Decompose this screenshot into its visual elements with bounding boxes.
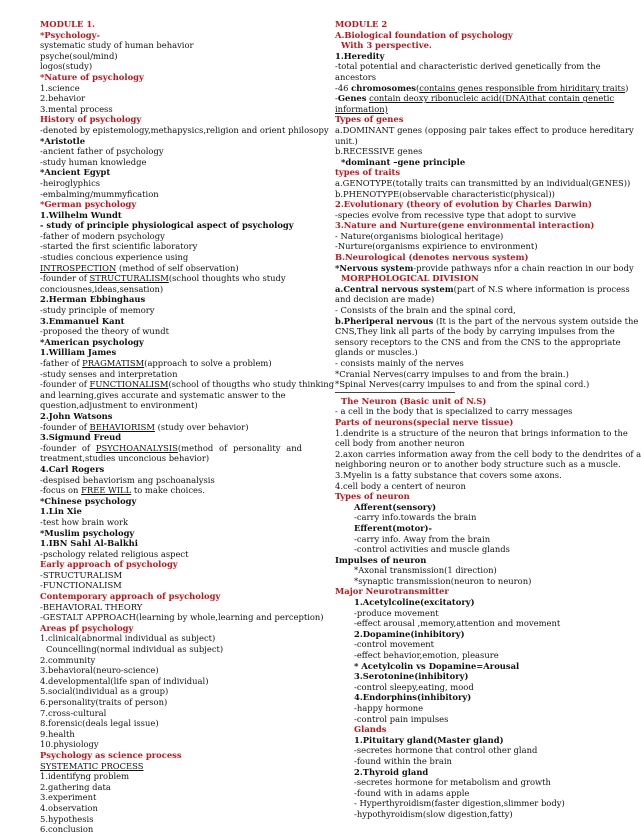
right-text-line: -found with in adams apple (354, 787, 470, 798)
left-text-line: 1.clinical(abnormal individual as subject) (40, 633, 216, 644)
right-text-line: - Consists of the brain and the spinal cord, (335, 305, 516, 316)
right-text-line: 3.Serotonine(inhibitory) (354, 671, 469, 682)
left-text-line: 1.science (40, 82, 80, 93)
right-text-line: a.Central nervous system(part of N.S where information is process (335, 283, 630, 294)
left-text-line: 7.cross-cultural (40, 707, 107, 718)
right-text-line: -control activities and muscle glands (354, 544, 510, 555)
right-text-line: *Spinal Nerves(carry impulses to and from the spinal cord.) (335, 379, 590, 390)
right-text-line: - a cell in the body that is specialized to carry messages (335, 406, 573, 417)
right-text-line: and decision are made) (335, 294, 435, 305)
right-text-line: -happy hormone (354, 703, 424, 713)
right-text-line: 4.cell body a centert of neuron (335, 480, 466, 491)
left-text-line: -study principle of memory (40, 305, 155, 316)
underlined-term: information) (335, 103, 388, 114)
right-text-line: 1.dendrite is a structure of the neuron that brings information to the (335, 427, 628, 438)
left-text-line: 3.behavioral(neuro-science) (40, 665, 159, 676)
right-text-line: -Genes contain deoxy ribonucleic acid((DNA)that contain genetic (335, 93, 615, 104)
right-text-line: -carry info.towards the brain (354, 512, 477, 523)
left-text-line: 4.developmental(life span of individual) (40, 675, 209, 686)
right-text-line: -produce movement (354, 607, 439, 618)
right-text-line: 1.Acetylcoline(excitatory) (354, 597, 475, 608)
left-text-line: 9.health (40, 728, 75, 739)
right-text-line: Impulses of neuron (335, 554, 427, 565)
right-text-line: 4.Endorphins(inhibitory) (354, 692, 472, 703)
left-text-line: question,adjustment to environment) (40, 400, 198, 411)
right-text-line: -found within the brain (354, 755, 452, 766)
right-text-line: *Axonal transmission(1 direction) (354, 565, 497, 576)
right-text-line: 2.axon carries information away from the cell body to the dendrites of a (335, 448, 641, 459)
left-text-line: MODULE 1. (40, 19, 96, 29)
right-text-line: -total potential and characteristic derived genetically from the (335, 61, 601, 72)
right-text-line: - Hyperthyroidism(faster digestion,slimmer body) (354, 798, 565, 809)
module-2-column (335, 19, 641, 820)
right-text-line: MORPHOLOGICAL DIVISION (341, 273, 479, 284)
underlined-term: SYSTEMATIC PROCESS (40, 760, 144, 771)
left-text-line: 3.Emmanuel Kant (40, 315, 125, 326)
left-text-line: 1.Wilhelm Wundt (40, 209, 122, 220)
left-text-line: systematic study of human behavior (40, 40, 194, 51)
left-text-line: 2.community (40, 654, 96, 665)
right-text-line: -control movement (354, 639, 435, 650)
left-text-line: *German psychology (40, 199, 137, 210)
bold-term: chromosomes (351, 82, 416, 93)
left-text-line: 6.conclusion (40, 824, 94, 835)
right-text-line: ancestors (335, 71, 377, 82)
left-text-line: -study senses and interpretation (40, 368, 178, 379)
left-text-line: -FUNCTIONALISM (40, 580, 122, 591)
underlined-term: PRAGMATISM (82, 358, 145, 368)
right-text-line: *dominant –gene principle (341, 156, 466, 167)
right-text-line: Types of genes (335, 114, 404, 125)
left-text-line: 2.behavior (40, 93, 86, 104)
right-text-line: Types of neuron (335, 491, 410, 502)
bold-term: *Nervous system (335, 262, 414, 273)
underlined-term: contains genes responsible from hiriditary traits (419, 82, 626, 93)
divider-line (335, 392, 455, 393)
right-text-line: * Acetylcolin vs Dopamine=Arousal (354, 660, 520, 671)
right-text-line: -effect arousal ,memory,attention and movement (354, 618, 561, 629)
right-text-line: b.Pheriperal nervous (It is the part of the nervous system outside the (335, 315, 639, 326)
left-text-line: -focus on FREE WILL to make choices. (40, 485, 205, 496)
right-text-line: -hypothyroidism(slow digestion,fatty) (354, 808, 513, 819)
bold-term: a.Central nervous system (335, 283, 454, 294)
underlined-term: FREE WILL (81, 485, 132, 496)
right-text-line: -46 chromosomes(contains genes responsible from hiriditary traits) (335, 82, 629, 93)
left-text-line: -ancient father of psychology (40, 146, 164, 157)
right-text-line: Major Neurotransmitter (335, 586, 449, 597)
left-text-line: *Nature of psychology (40, 71, 144, 82)
left-text-line: Early approach of psychology (40, 559, 178, 570)
underlined-term: INTROSPECTION (40, 262, 117, 273)
right-text-line: 2.Evolutionary (theory of evolution by Charles Darwin) (335, 199, 592, 210)
right-text-line: *synaptic transmission(neuron to neuron) (354, 575, 532, 586)
left-text-line: 3.Sigmund Freud (40, 432, 122, 443)
left-text-line: *Muslim psychology (40, 527, 135, 538)
left-text-line: 6.personality(traits of person) (40, 697, 168, 707)
left-text-line: *Chinese psychology (40, 495, 137, 506)
bold-term: b.Pheriperal nervous (335, 315, 434, 326)
underlined-term: FUNCTIONALISM (89, 379, 169, 390)
right-text-line: Afferent(sensory) (354, 501, 437, 512)
right-text-line: 3.Nature and Nurture(gene environmental interaction) (335, 220, 595, 231)
left-text-line: History of psychology (40, 114, 142, 125)
left-text-line: 1.IBN Sahl Al-Balkhi (40, 538, 138, 549)
left-text-line: -embalming/mummyfication (40, 188, 159, 199)
left-text-line: 10.physiology (40, 739, 99, 750)
left-text-line: *Ancient Egypt (40, 167, 111, 178)
left-text-line: psyche(soul/mind) (40, 50, 118, 61)
left-text-line: 5.hypothesis (40, 813, 94, 824)
right-text-line: - consists mainly of the nerves (335, 358, 464, 368)
right-text-line: 2.Dopamine(inhibitory) (354, 628, 465, 639)
left-text-line: 1.identifyng problem (40, 771, 130, 782)
left-text-line: -founder of STRUCTURALISM(school thoughts who study (40, 273, 286, 284)
left-text-line: 3.mental process (40, 103, 113, 114)
left-text-line: and learning,gives accurate and systematic answer to the (40, 389, 286, 400)
right-text-line: types of traits (335, 167, 401, 178)
underlined-term: contain deoxy ribonucleic acid((DNA)that contain genetic (369, 93, 615, 104)
left-text-line: -proposed the theory of wundt (40, 326, 169, 337)
left-text-line: *American psychology (40, 336, 144, 347)
left-text-line: -studies concious experience using (40, 252, 189, 263)
right-text-line: MODULE 2 (335, 19, 388, 29)
left-text-line: - study of principle physiological aspect of psychology (40, 220, 294, 231)
left-text-line: 4.observation (40, 802, 98, 813)
right-text-line: -Nurture(organisms expirience to environment) (335, 241, 538, 252)
right-text-line: -secretes hormone that control other gland (354, 745, 538, 756)
right-text-line (335, 104, 600, 115)
right-text-line: Parts of neurons(special nerve tissue) (335, 416, 514, 427)
right-text-line: *Nervous system-provide pathways nfor a chain reaction in our body (335, 262, 634, 273)
left-text-line: 4.Carl Rogers (40, 463, 105, 474)
right-text-line: glands or muscles.) (335, 347, 418, 358)
right-text-line: b.RECESSIVE genes (335, 146, 423, 157)
left-text-line: -GESTALT APPROACH(learning by whole,learning and perception) (40, 612, 324, 623)
right-text-line: The Neuron (Basic unit of N.S) (341, 395, 487, 406)
left-text-line: 3.experiment (40, 792, 97, 803)
right-text-line: b.PHENOTYPE(observable characteristic(physical)) (335, 188, 555, 199)
left-text-line: 8.forensic(deals legal issue) (40, 718, 159, 729)
right-text-line: -carry info. Away from the brain (354, 533, 491, 544)
left-text-line: -father of modern psychology (40, 230, 165, 241)
right-text-line: A.Biological foundation of psychology (335, 29, 513, 40)
left-text-line: -pschology related religious aspect (40, 548, 189, 559)
left-text-line: 1.Lin Xie (40, 506, 82, 517)
right-text-line: -control sleepy,eating, mood (354, 681, 474, 692)
right-text-line: neighboring neuron or to another body structure such as a muscle. (335, 459, 621, 470)
left-text-line: -STRUCTURALISM (40, 569, 123, 580)
left-text-line: 2.John Watsons (40, 410, 113, 421)
left-text-line: -founder of BEHAVIORISM (study over behavior) (40, 421, 249, 432)
underlined-term: PSYCHOANALYSIS (95, 442, 178, 453)
left-text-line: 1.William James (40, 347, 117, 358)
bold-term: Genes (337, 93, 367, 104)
underlined-term: BEHAVIORISM (89, 421, 155, 432)
right-text-line: 1.Pituitary gland(Master gland) (354, 734, 504, 745)
left-text-line: treatment,studies unconcious behavior) (40, 453, 210, 464)
left-text-line: 2.gathering data (40, 781, 111, 792)
left-text-line: -founder of FUNCTIONALISM(school of thougths who study thinking (40, 379, 335, 390)
right-text-line: 1.Heredity (335, 50, 385, 61)
right-text-line: With 3 perspective. (341, 40, 432, 51)
left-text-line: -heiroglyphics (40, 177, 101, 188)
right-text-line: 3.Myelin is a fatty substance that covers some axons. (335, 469, 562, 480)
left-text-line: -started the first scientific laboratory (40, 241, 198, 252)
right-text-line: a.DOMINANT genes (opposing pair takes effect to produce hereditary (335, 124, 634, 135)
left-text-line: *Aristotle (40, 135, 86, 146)
left-text-line: *Psychology- (40, 29, 100, 40)
right-text-line: 2.Thyroid gland (354, 766, 429, 777)
left-text-line: -despised behaviorism ang pschoanalysis (40, 474, 215, 485)
left-text-line: 5.social(individual as a group) (40, 686, 169, 697)
right-text-line: -control pain impulses (354, 713, 449, 724)
left-text-line: 2.Herman Ebbinghaus (40, 294, 146, 305)
left-text-line: -denoted by epistemology,methapysics,religion and orient philosopy (40, 124, 329, 135)
left-text-line: -BEHAVIORAL THEORY (40, 601, 143, 612)
left-text-line: Contemporary approach of psychology (40, 591, 221, 602)
left-text-line (40, 761, 302, 772)
right-text-line: - Nature(organisms biological heritage) (335, 230, 504, 241)
right-text-line: cell body from another neuron (335, 438, 465, 449)
module-1-column (40, 19, 335, 835)
right-text-line: sensory receptors to the CNS and from the CNS to the appropriate (335, 336, 621, 347)
left-text-line: -test how brain work (40, 516, 129, 527)
left-text-line: -founder of PSYCHOANALYSIS(method of personality and (40, 442, 302, 453)
right-text-line: *Cranial Nerves(carry impulses to and from the brain.) (335, 368, 569, 379)
left-text-line: logos(study) (40, 61, 93, 72)
left-text-line: Psychology as science process (40, 749, 182, 760)
right-text-line: unit.) (335, 135, 358, 146)
left-text-line: Councelling(normal individual as subject) (46, 644, 224, 655)
right-text-line: -species evolve from recessive type that adopt to survive (335, 209, 576, 220)
right-text-line: a.GENOTYPE(totally traits can transmitted by an individual(GENES)) (335, 177, 631, 188)
left-text-line: -father of PRAGMATISM(approach to solve a problem) (40, 358, 272, 368)
left-text-line: INTROSPECTION (method of self observation) (40, 262, 239, 273)
right-text-line: B.Neurological (denotes nervous system) (335, 252, 529, 263)
right-text-line: CNS,They link all parts of the body by carrying impulses from the (335, 326, 615, 337)
left-text-line: conciousnes,ideas,sensation) (40, 283, 164, 294)
right-text-line: Glands (354, 724, 387, 735)
left-text-line: -study human knowledge (40, 156, 147, 167)
right-text-line: Efferent(motor)- (354, 522, 433, 533)
right-text-line: -effect behavior,emotion, pleasure (354, 650, 499, 661)
right-text-line: -secretes hormone for metabolism and growth (354, 777, 551, 788)
left-text-line: Areas pf psychology (40, 622, 134, 633)
underlined-term: STRUCTURALISM (89, 273, 169, 284)
